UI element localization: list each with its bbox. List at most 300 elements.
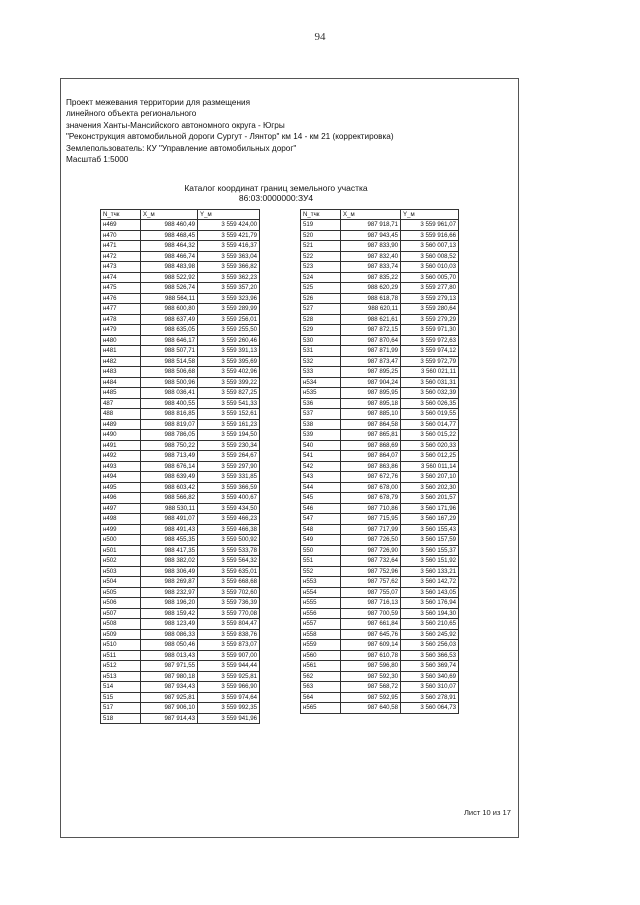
point-number-cell: н503 xyxy=(101,566,141,577)
table-row xyxy=(301,356,459,367)
table-row xyxy=(101,367,260,378)
point-number-cell: н472 xyxy=(101,251,141,262)
x-coordinate-cell: 987 864,07 xyxy=(341,451,401,462)
table-row xyxy=(101,230,260,241)
table-row xyxy=(101,524,260,535)
point-number-cell: н558 xyxy=(301,629,341,640)
table-row xyxy=(101,535,260,546)
point-number-cell: н555 xyxy=(301,598,341,609)
y-coordinate-cell: 3 559 907,00 xyxy=(198,650,260,661)
y-coordinate-cell: 3 559 279,13 xyxy=(401,293,459,304)
x-coordinate-cell: 987 716,13 xyxy=(341,598,401,609)
x-coordinate-cell: 987 717,99 xyxy=(341,524,401,535)
x-coordinate-cell: 987 906,10 xyxy=(141,703,198,714)
point-number-cell: н494 xyxy=(101,472,141,483)
x-coordinate-cell: 987 895,95 xyxy=(341,388,401,399)
table-row xyxy=(101,619,260,630)
x-coordinate-cell: 988 050,46 xyxy=(141,640,198,651)
y-coordinate-cell: 3 559 668,68 xyxy=(198,577,260,588)
table-row xyxy=(301,661,459,672)
table-row xyxy=(101,566,260,577)
point-number-cell: 552 xyxy=(301,566,341,577)
table-row xyxy=(301,514,459,525)
y-coordinate-cell: 3 559 972,79 xyxy=(401,356,459,367)
y-coordinate-cell: 3 560 142,72 xyxy=(401,577,459,588)
y-coordinate-cell: 3 559 194,50 xyxy=(198,430,260,441)
y-coordinate-cell: 3 560 014,77 xyxy=(401,419,459,430)
point-number-cell: н489 xyxy=(101,419,141,430)
column-header: X_м xyxy=(341,210,401,220)
x-coordinate-cell: 987 678,00 xyxy=(341,482,401,493)
point-number-cell: н557 xyxy=(301,619,341,630)
x-coordinate-cell: 987 885,10 xyxy=(341,409,401,420)
header-line: Проект межевания территории для размещения xyxy=(66,98,250,107)
x-coordinate-cell: 987 700,59 xyxy=(341,608,401,619)
header-line: "Реконструкция автомобильной дороги Сургут - Лянтор" км 14 - км 21 (корректировка) xyxy=(66,132,394,142)
header-line: линейного объекта регионального xyxy=(66,109,197,119)
table-row xyxy=(301,682,459,693)
point-number-cell: 538 xyxy=(301,419,341,430)
y-coordinate-cell: 3 559 944,44 xyxy=(198,661,260,672)
point-number-cell: 517 xyxy=(101,703,141,714)
y-coordinate-cell: 3 559 416,37 xyxy=(198,241,260,252)
table-row xyxy=(301,293,459,304)
point-number-cell: 523 xyxy=(301,262,341,273)
table-row xyxy=(301,283,459,294)
point-number-cell: 542 xyxy=(301,461,341,472)
point-number-cell: 514 xyxy=(101,682,141,693)
x-coordinate-cell: 988 637,49 xyxy=(141,314,198,325)
x-coordinate-cell: 988 603,42 xyxy=(141,482,198,493)
x-coordinate-cell: 988 306,49 xyxy=(141,566,198,577)
y-coordinate-cell: 3 559 974,12 xyxy=(401,346,459,357)
point-number-cell: 544 xyxy=(301,482,341,493)
point-number-cell: 545 xyxy=(301,493,341,504)
x-coordinate-cell: 987 833,90 xyxy=(341,241,401,252)
x-coordinate-cell: 987 872,15 xyxy=(341,325,401,336)
y-coordinate-cell: 3 560 011,14 xyxy=(401,461,459,472)
y-coordinate-cell: 3 560 031,31 xyxy=(401,377,459,388)
x-coordinate-cell: 988 750,22 xyxy=(141,440,198,451)
catalog-title: Каталог координат границ земельного участка xyxy=(184,183,368,193)
y-coordinate-cell: 3 559 357,20 xyxy=(198,283,260,294)
point-number-cell: 531 xyxy=(301,346,341,357)
x-coordinate-cell: 987 918,71 xyxy=(341,220,401,231)
point-number-cell: 539 xyxy=(301,430,341,441)
point-number-cell: 549 xyxy=(301,535,341,546)
y-coordinate-cell: 3 560 207,10 xyxy=(401,472,459,483)
column-header: X_м xyxy=(141,210,198,220)
point-number-cell: н485 xyxy=(101,388,141,399)
point-number-cell: 550 xyxy=(301,545,341,556)
y-coordinate-cell: 3 559 331,85 xyxy=(198,472,260,483)
point-number-cell: 551 xyxy=(301,556,341,567)
y-coordinate-cell: 3 560 015,22 xyxy=(401,430,459,441)
point-number-cell: н535 xyxy=(301,388,341,399)
point-number-cell: н504 xyxy=(101,577,141,588)
table-row xyxy=(101,262,260,273)
point-number-cell: 540 xyxy=(301,440,341,451)
table-row xyxy=(101,503,260,514)
x-coordinate-cell: 988 086,33 xyxy=(141,629,198,640)
y-coordinate-cell: 3 560 278,91 xyxy=(401,692,459,703)
table-row xyxy=(301,692,459,703)
x-coordinate-cell: 988 786,05 xyxy=(141,430,198,441)
table-row xyxy=(101,272,260,283)
point-number-cell: н511 xyxy=(101,650,141,661)
x-coordinate-cell: 988 713,49 xyxy=(141,451,198,462)
y-coordinate-cell: 3 559 736,39 xyxy=(198,598,260,609)
table-row xyxy=(301,230,459,241)
y-coordinate-cell: 3 560 019,55 xyxy=(401,409,459,420)
point-number-cell: 519 xyxy=(301,220,341,231)
table-row xyxy=(301,272,459,283)
y-coordinate-cell: 3 559 966,90 xyxy=(198,682,260,693)
y-coordinate-cell: 3 559 366,59 xyxy=(198,482,260,493)
point-number-cell: н509 xyxy=(101,629,141,640)
y-coordinate-cell: 3 560 310,07 xyxy=(401,682,459,693)
table-row xyxy=(301,482,459,493)
y-coordinate-cell: 3 560 210,65 xyxy=(401,619,459,630)
table-row xyxy=(101,430,260,441)
x-coordinate-cell: 988 646,17 xyxy=(141,335,198,346)
y-coordinate-cell: 3 559 264,67 xyxy=(198,451,260,462)
x-coordinate-cell: 987 568,72 xyxy=(341,682,401,693)
table-row xyxy=(101,482,260,493)
point-number-cell: 518 xyxy=(101,713,141,724)
table-row xyxy=(301,325,459,336)
x-coordinate-cell: 987 895,25 xyxy=(341,367,401,378)
x-coordinate-cell: 987 914,43 xyxy=(141,713,198,724)
table-row xyxy=(101,325,260,336)
table-row xyxy=(301,535,459,546)
table-row xyxy=(301,629,459,640)
y-coordinate-cell: 3 559 279,29 xyxy=(401,314,459,325)
point-number-cell: н493 xyxy=(101,461,141,472)
x-coordinate-cell: 988 639,49 xyxy=(141,472,198,483)
x-coordinate-cell: 987 980,18 xyxy=(141,671,198,682)
x-coordinate-cell: 987 863,86 xyxy=(341,461,401,472)
point-number-cell: н492 xyxy=(101,451,141,462)
point-number-cell: н497 xyxy=(101,503,141,514)
point-number-cell: н561 xyxy=(301,661,341,672)
table-row xyxy=(101,556,260,567)
point-number-cell: 520 xyxy=(301,230,341,241)
table-header-row xyxy=(101,210,260,220)
y-coordinate-cell: 3 560 194,30 xyxy=(401,608,459,619)
table-row xyxy=(301,367,459,378)
x-coordinate-cell: 988 620,29 xyxy=(341,283,401,294)
table-row xyxy=(101,335,260,346)
x-coordinate-cell: 987 971,55 xyxy=(141,661,198,672)
x-coordinate-cell: 988 514,58 xyxy=(141,356,198,367)
y-coordinate-cell: 3 560 064,73 xyxy=(401,703,459,714)
x-coordinate-cell: 988 232,97 xyxy=(141,587,198,598)
x-coordinate-cell: 987 757,62 xyxy=(341,577,401,588)
y-coordinate-cell: 3 559 804,47 xyxy=(198,619,260,630)
table-row xyxy=(301,314,459,325)
y-coordinate-cell: 3 559 635,01 xyxy=(198,566,260,577)
x-coordinate-cell: 988 526,74 xyxy=(141,283,198,294)
x-coordinate-cell: 987 752,96 xyxy=(341,566,401,577)
catalog-subtitle: 86:03:0000000:ЗУ4 xyxy=(238,193,314,203)
x-coordinate-cell: 987 871,99 xyxy=(341,346,401,357)
y-coordinate-cell: 3 560 026,35 xyxy=(401,398,459,409)
point-number-cell: н473 xyxy=(101,262,141,273)
table-row xyxy=(301,451,459,462)
point-number-cell: 543 xyxy=(301,472,341,483)
table-row xyxy=(101,514,260,525)
x-coordinate-cell: 988 600,80 xyxy=(141,304,198,315)
x-coordinate-cell: 988 269,87 xyxy=(141,577,198,588)
x-coordinate-cell: 987 640,58 xyxy=(341,703,401,714)
y-coordinate-cell: 3 559 827,25 xyxy=(198,388,260,399)
x-coordinate-cell: 988 159,42 xyxy=(141,608,198,619)
x-coordinate-cell: 988 468,45 xyxy=(141,230,198,241)
point-number-cell: 524 xyxy=(301,272,341,283)
x-coordinate-cell: 987 678,79 xyxy=(341,493,401,504)
x-coordinate-cell: 988 522,92 xyxy=(141,272,198,283)
point-number-cell: 525 xyxy=(301,283,341,294)
x-coordinate-cell: 988 618,78 xyxy=(341,293,401,304)
table-row xyxy=(101,598,260,609)
table-row xyxy=(301,671,459,682)
y-coordinate-cell: 3 560 256,03 xyxy=(401,640,459,651)
x-coordinate-cell: 987 833,74 xyxy=(341,262,401,273)
table-row xyxy=(301,241,459,252)
y-coordinate-cell: 3 560 366,53 xyxy=(401,650,459,661)
y-coordinate-cell: 3 559 161,23 xyxy=(198,419,260,430)
x-coordinate-cell: 988 455,35 xyxy=(141,535,198,546)
table-row xyxy=(301,524,459,535)
y-coordinate-cell: 3 559 992,35 xyxy=(198,703,260,714)
x-coordinate-cell: 988 621,61 xyxy=(341,314,401,325)
point-number-cell: н565 xyxy=(301,703,341,714)
x-coordinate-cell: 988 506,68 xyxy=(141,367,198,378)
y-coordinate-cell: 3 559 434,50 xyxy=(198,503,260,514)
table-row xyxy=(101,703,260,714)
table-row xyxy=(101,220,260,231)
y-coordinate-cell: 3 559 770,08 xyxy=(198,608,260,619)
table-row xyxy=(301,262,459,273)
y-coordinate-cell: 3 560 157,59 xyxy=(401,535,459,546)
table-row xyxy=(301,377,459,388)
y-coordinate-cell: 3 559 466,38 xyxy=(198,524,260,535)
table-row xyxy=(301,304,459,315)
y-coordinate-cell: 3 559 925,81 xyxy=(198,671,260,682)
x-coordinate-cell: 988 566,82 xyxy=(141,493,198,504)
y-coordinate-cell: 3 559 961,07 xyxy=(401,220,459,231)
y-coordinate-cell: 3 559 424,00 xyxy=(198,220,260,231)
x-coordinate-cell: 987 925,81 xyxy=(141,692,198,703)
x-coordinate-cell: 987 865,81 xyxy=(341,430,401,441)
y-coordinate-cell: 3 559 541,33 xyxy=(198,398,260,409)
point-number-cell: н490 xyxy=(101,430,141,441)
point-number-cell: н512 xyxy=(101,661,141,672)
y-coordinate-cell: 3 560 155,37 xyxy=(401,545,459,556)
x-coordinate-cell: 988 507,71 xyxy=(141,346,198,357)
point-number-cell: н502 xyxy=(101,556,141,567)
y-coordinate-cell: 3 559 533,78 xyxy=(198,545,260,556)
y-coordinate-cell: 3 559 256,01 xyxy=(198,314,260,325)
column-header: Y_м xyxy=(401,210,459,220)
point-number-cell: 546 xyxy=(301,503,341,514)
table-row xyxy=(101,661,260,672)
y-coordinate-cell: 3 559 838,76 xyxy=(198,629,260,640)
x-coordinate-cell: 988 466,74 xyxy=(141,251,198,262)
x-coordinate-cell: 987 755,07 xyxy=(341,587,401,598)
point-number-cell: 533 xyxy=(301,367,341,378)
table-row xyxy=(101,419,260,430)
x-coordinate-cell: 988 676,14 xyxy=(141,461,198,472)
x-coordinate-cell: 988 564,11 xyxy=(141,293,198,304)
x-coordinate-cell: 987 592,30 xyxy=(341,671,401,682)
y-coordinate-cell: 3 560 008,52 xyxy=(401,251,459,262)
point-number-cell: н477 xyxy=(101,304,141,315)
document-header xyxy=(66,97,516,165)
table-row xyxy=(301,503,459,514)
y-coordinate-cell: 3 559 230,34 xyxy=(198,440,260,451)
x-coordinate-cell: 987 904,24 xyxy=(341,377,401,388)
y-coordinate-cell: 3 559 152,61 xyxy=(198,409,260,420)
x-coordinate-cell: 988 491,07 xyxy=(141,514,198,525)
y-coordinate-cell: 3 559 972,63 xyxy=(401,335,459,346)
y-coordinate-cell: 3 559 297,90 xyxy=(198,461,260,472)
x-coordinate-cell: 988 123,49 xyxy=(141,619,198,630)
point-number-cell: н501 xyxy=(101,545,141,556)
y-coordinate-cell: 3 560 369,74 xyxy=(401,661,459,672)
point-number-cell: 541 xyxy=(301,451,341,462)
point-number-cell: н498 xyxy=(101,514,141,525)
table-row xyxy=(101,440,260,451)
table-row xyxy=(301,598,459,609)
table-row xyxy=(301,493,459,504)
y-coordinate-cell: 3 559 399,22 xyxy=(198,377,260,388)
x-coordinate-cell: 988 196,20 xyxy=(141,598,198,609)
x-coordinate-cell: 988 036,41 xyxy=(141,388,198,399)
header-line: значения Ханты-Мансийского автономного округа - Югры xyxy=(66,120,285,130)
y-coordinate-cell: 3 559 289,99 xyxy=(198,304,260,315)
table-row xyxy=(301,220,459,231)
table-row xyxy=(101,388,260,399)
point-number-cell: н496 xyxy=(101,493,141,504)
y-coordinate-cell: 3 560 010,03 xyxy=(401,262,459,273)
y-coordinate-cell: 3 559 400,67 xyxy=(198,493,260,504)
point-number-cell: 528 xyxy=(301,314,341,325)
point-number-cell: 563 xyxy=(301,682,341,693)
y-coordinate-cell: 3 559 323,96 xyxy=(198,293,260,304)
y-coordinate-cell: 3 559 280,64 xyxy=(401,304,459,315)
point-number-cell: н470 xyxy=(101,230,141,241)
point-number-cell: н553 xyxy=(301,577,341,588)
point-number-cell: н481 xyxy=(101,346,141,357)
point-number-cell: н480 xyxy=(101,335,141,346)
x-coordinate-cell: 987 672,76 xyxy=(341,472,401,483)
x-coordinate-cell: 987 732,64 xyxy=(341,556,401,567)
point-number-cell: н505 xyxy=(101,587,141,598)
column-header: N_тчк xyxy=(101,210,141,220)
y-coordinate-cell: 3 559 362,23 xyxy=(198,272,260,283)
y-coordinate-cell: 3 559 277,80 xyxy=(401,283,459,294)
y-coordinate-cell: 3 560 032,39 xyxy=(401,388,459,399)
table-row xyxy=(101,545,260,556)
table-row xyxy=(101,409,260,420)
table-row xyxy=(301,619,459,630)
x-coordinate-cell: 988 500,96 xyxy=(141,377,198,388)
x-coordinate-cell: 987 873,47 xyxy=(341,356,401,367)
y-coordinate-cell: 3 559 255,50 xyxy=(198,325,260,336)
x-coordinate-cell: 988 819,07 xyxy=(141,419,198,430)
point-number-cell: н510 xyxy=(101,640,141,651)
table-row xyxy=(101,398,260,409)
table-row xyxy=(101,640,260,651)
table-row xyxy=(101,251,260,262)
table-row xyxy=(301,461,459,472)
table-row xyxy=(101,241,260,252)
y-coordinate-cell: 3 560 151,92 xyxy=(401,556,459,567)
point-number-cell: 537 xyxy=(301,409,341,420)
x-coordinate-cell: 988 382,02 xyxy=(141,556,198,567)
x-coordinate-cell: 987 835,22 xyxy=(341,272,401,283)
y-coordinate-cell: 3 559 466,23 xyxy=(198,514,260,525)
y-coordinate-cell: 3 560 143,05 xyxy=(401,587,459,598)
table-row xyxy=(301,430,459,441)
table-row xyxy=(301,566,459,577)
y-coordinate-cell: 3 559 260,46 xyxy=(198,335,260,346)
y-coordinate-cell: 3 559 391,13 xyxy=(198,346,260,357)
table-body xyxy=(301,220,459,714)
point-number-cell: н469 xyxy=(101,220,141,231)
x-coordinate-cell: 988 460,49 xyxy=(141,220,198,231)
x-coordinate-cell: 987 715,95 xyxy=(341,514,401,525)
point-number-cell: н506 xyxy=(101,598,141,609)
y-coordinate-cell: 3 559 873,07 xyxy=(198,640,260,651)
point-number-cell: н471 xyxy=(101,241,141,252)
y-coordinate-cell: 3 559 366,82 xyxy=(198,262,260,273)
point-number-cell: н554 xyxy=(301,587,341,598)
x-coordinate-cell: 987 895,18 xyxy=(341,398,401,409)
point-number-cell: 487 xyxy=(101,398,141,409)
y-coordinate-cell: 3 560 007,13 xyxy=(401,241,459,252)
table-row xyxy=(301,251,459,262)
table-row xyxy=(301,419,459,430)
table-row xyxy=(101,451,260,462)
y-coordinate-cell: 3 560 202,30 xyxy=(401,482,459,493)
point-number-cell: н483 xyxy=(101,367,141,378)
x-coordinate-cell: 988 483,98 xyxy=(141,262,198,273)
table-row xyxy=(301,398,459,409)
x-coordinate-cell: 988 400,55 xyxy=(141,398,198,409)
table-row xyxy=(101,650,260,661)
catalog-title-block xyxy=(100,183,452,203)
y-coordinate-cell: 3 560 201,57 xyxy=(401,493,459,504)
point-number-cell: 522 xyxy=(301,251,341,262)
x-coordinate-cell: 987 661,84 xyxy=(341,619,401,630)
y-coordinate-cell: 3 560 167,29 xyxy=(401,514,459,525)
table-body xyxy=(101,220,260,724)
y-coordinate-cell: 3 559 971,30 xyxy=(401,325,459,336)
point-number-cell: 532 xyxy=(301,356,341,367)
y-coordinate-cell: 3 560 171,96 xyxy=(401,503,459,514)
point-number-cell: 526 xyxy=(301,293,341,304)
y-coordinate-cell: 3 559 500,92 xyxy=(198,535,260,546)
x-coordinate-cell: 987 726,90 xyxy=(341,545,401,556)
y-coordinate-cell: 3 559 395,69 xyxy=(198,356,260,367)
point-number-cell: н474 xyxy=(101,272,141,283)
point-number-cell: 548 xyxy=(301,524,341,535)
table-row xyxy=(101,692,260,703)
table-row xyxy=(301,650,459,661)
